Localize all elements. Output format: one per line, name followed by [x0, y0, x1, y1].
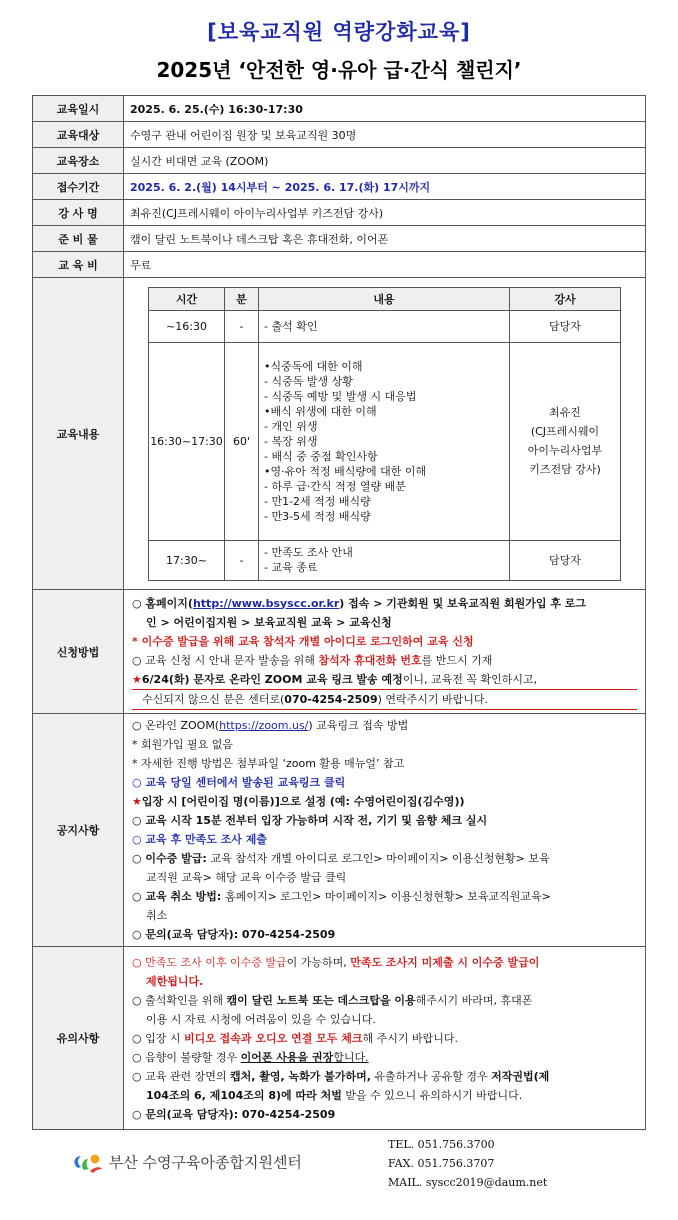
content-line: - 만1-2세 적정 배식량	[264, 494, 371, 508]
apply-line	[132, 690, 637, 710]
lecturer-line: 키즈전담 강사)	[529, 463, 601, 476]
homepage-link[interactable]: http://www.bsyscc.or.kr	[192, 596, 340, 610]
time-cell: 17:30~	[149, 540, 225, 580]
content-line: - 하루 급·간식 적정 열량 배분	[264, 479, 406, 493]
apply-text: 이니, 교육전 꼭 확인하시고,	[402, 672, 538, 686]
lecturer-line: 아이누리사업부	[527, 444, 603, 457]
min-cell: -	[225, 310, 259, 342]
lecturer-line: (CJ프레시웨이	[530, 425, 600, 438]
row-caution	[33, 947, 646, 1130]
apply-text: ) 연락주시기 바랍니다.	[377, 692, 489, 706]
apply-text: 수신되지 않으신 분은 센터로(	[142, 692, 285, 706]
caution-line: 제한됩니다.	[146, 974, 204, 988]
apply-text: 를 반드시 기재	[421, 653, 493, 667]
notice-text: ○ 교육 취소 방법:	[132, 890, 226, 903]
caution-text: 비디오 접속과 오디오 연결 모두 체크	[183, 1031, 363, 1045]
notice-text: ○ 온라인 ZOOM(	[132, 719, 220, 732]
caution-text: 104조의 6, 제104조의 8)에 따라 처벌	[146, 1088, 342, 1102]
row-apply	[33, 590, 646, 714]
apply-cell	[124, 590, 646, 714]
caution-text: 만족도 조사지 미제출 시 이수증 발급이	[350, 955, 540, 969]
lecturer-value: 최유진(CJ프레시웨이 아이누리사업부 키즈전담 강사)	[124, 200, 646, 226]
content-line: - 만족도 조사 안내	[264, 546, 353, 559]
lecturer-cell: 담당자	[510, 540, 621, 580]
apply-highlight: 참석자 휴대전화 번호	[318, 653, 422, 667]
caution-text: 캡처, 촬영, 녹화가 불가하며,	[229, 1069, 371, 1083]
content-line: - 배식 중 중점 확인사항	[264, 449, 378, 463]
apply-line	[132, 670, 637, 690]
notice-line: ○ 교육 후 만족도 조사 제출	[132, 833, 268, 846]
content-cell	[124, 278, 646, 590]
content-line: •식중독에 대한 이해	[264, 359, 363, 373]
row-place	[33, 148, 646, 174]
period-value: 2025. 6. 2.(월) 14시부터 ~ 2025. 6. 17.(화) 17시까지	[124, 174, 646, 200]
content-line: - 출석 확인	[264, 319, 318, 333]
caution-text: ○ 출석확인을 위해	[132, 993, 227, 1007]
content-line: - 만3-5세 적정 배식량	[264, 509, 371, 523]
notice-line: ○ 교육 시작 15분 전부터 입장 가능하며 시작 전, 기기 및 음향 체크 실시	[132, 814, 488, 827]
time-cell: 16:30~17:30	[149, 342, 225, 540]
apply-line: * 이수증 발급을 위해 교육 참석자 개별 아이디로 로그인하여 교육 신청	[132, 634, 474, 648]
caution-text: 합니다.	[333, 1050, 369, 1064]
caution-text: 유출하거나 공유할 경우	[370, 1069, 492, 1083]
lecturer-cell	[510, 342, 621, 540]
notice-text: ) 교육링크 접속 방법	[308, 719, 409, 732]
apply-phone: 070-4254-2509	[284, 692, 378, 706]
date-label: 교육일시	[33, 96, 124, 122]
prep-value: 캠이 달린 노트북이나 데스크탑 혹은 휴대전화, 이어폰	[124, 226, 646, 252]
notice-line: ○ 교육 당일 센터에서 발송된 교육링크 클릭	[132, 776, 346, 789]
org-name: 부산 수영구육아종합지원센터	[108, 1153, 302, 1172]
notice-line	[132, 887, 637, 906]
place-label: 교육장소	[33, 148, 124, 174]
row-notice	[33, 714, 646, 947]
header-min: 분	[225, 287, 259, 310]
notice-line: 교직원 교육> 해당 교육 이수증 발급 클릭	[146, 871, 347, 884]
notice-text: 홈페이지> 로그인> 마이페이지> 이용신청현황> 보육교직원교육>	[225, 890, 551, 903]
content-line: - 식중독 예방 및 발생 시 대응법	[264, 389, 417, 403]
content-cell	[259, 342, 510, 540]
caution-text: 캠이 달린 노트북 또는 데스크탑을 이용	[226, 993, 416, 1007]
caution-line	[132, 1086, 637, 1105]
lecturer-label: 강 사 명	[33, 200, 124, 226]
prep-label: 준 비 물	[33, 226, 124, 252]
content-line: - 복장 위생	[264, 434, 318, 448]
target-label: 교육대상	[33, 122, 124, 148]
caution-line	[132, 1029, 637, 1048]
apply-line	[132, 651, 637, 670]
apply-label: 신청방법	[33, 590, 124, 714]
caution-text: 해 주시기 바랍니다.	[362, 1031, 459, 1045]
document-title: [보육교직원 역량강화교육]	[207, 20, 471, 44]
caution-text: 해주시기 바라며, 휴대폰	[415, 993, 533, 1007]
row-target	[33, 122, 646, 148]
notice-line	[132, 849, 637, 868]
caution-line: ○ 문의(교육 담당자): 070-4254-2509	[132, 1107, 336, 1121]
time-cell: ~16:30	[149, 310, 225, 342]
content-line: - 교육 종료	[264, 561, 318, 574]
zoom-link[interactable]: https://zoom.us/	[219, 719, 309, 732]
contact-info	[388, 1135, 547, 1192]
star-icon: ★	[132, 795, 142, 808]
row-date	[33, 96, 646, 122]
fee-value: 무료	[124, 252, 646, 278]
header-content: 내용	[259, 287, 510, 310]
notice-line: ○ 문의(교육 담당자): 070-4254-2509	[132, 928, 336, 941]
document-subtitle: 2025년 ‘안전한 영·유아 급·간식 챌린지’	[156, 58, 522, 82]
apply-text: ○ 교육 신청 시 안내 문자 발송을 위해	[132, 653, 319, 667]
period-label: 접수기간	[33, 174, 124, 200]
content-line: •영·유아 적정 배식량에 대한 이해	[264, 464, 427, 478]
header-lecturer: 강사	[510, 287, 621, 310]
caution-line	[132, 953, 637, 972]
lecturer-line: 최유진	[549, 406, 581, 419]
caution-line	[132, 1048, 637, 1067]
caution-text: 받을 수 있으니 유의하시기 바랍니다.	[341, 1088, 523, 1102]
contact-mail[interactable]: MAIL. syscc2019@daum.net	[388, 1176, 548, 1189]
min-cell: -	[225, 540, 259, 580]
header-time: 시간	[149, 287, 225, 310]
notice-label: 공지사항	[33, 714, 124, 947]
org-logo	[70, 1150, 302, 1176]
content-line: - 식중독 발생 상황	[264, 374, 353, 388]
content-cell	[259, 540, 510, 580]
row-period	[33, 174, 646, 200]
date-value: 2025. 6. 25.(수) 16:30-17:30	[124, 96, 646, 122]
min-cell: 60'	[225, 342, 259, 540]
caution-line: 이용 시 자료 시청에 어려움이 있을 수 있습니다.	[146, 1012, 376, 1026]
caution-text: 이 가능하며,	[286, 955, 351, 969]
caution-text: 이어폰 사용을 권장	[240, 1050, 334, 1064]
row-prep	[33, 226, 646, 252]
notice-line	[132, 792, 637, 811]
content-line: - 개인 위생	[264, 419, 318, 433]
row-fee	[33, 252, 646, 278]
caution-cell	[124, 947, 646, 1130]
content-cell	[259, 310, 510, 342]
apply-line: 인 > 어린이집지원 > 보육교직원 교육 > 교육신청	[146, 615, 392, 629]
caution-line	[132, 1067, 637, 1086]
schedule-table	[148, 287, 621, 581]
row-content	[33, 278, 646, 590]
caution-text: 저작권법(제	[491, 1069, 550, 1083]
notice-text: ○ 이수증 발급:	[132, 852, 211, 865]
row-lecturer	[33, 200, 646, 226]
apply-highlight: 6/24(화) 문자로 온라인 ZOOM 교육 링크 발송 예정	[141, 672, 403, 686]
place-value: 실시간 비대면 교육 (ZOOM)	[124, 148, 646, 174]
apply-text: ○ 홈페이지(	[132, 596, 193, 610]
caution-text: ○ 입장 시	[132, 1031, 184, 1045]
apply-text: ) 접속 > 기관회원 및 보육교직원 회원가입 후 로그	[339, 596, 587, 610]
notice-text: 교육 참석자 개별 아이디로 로그인> 마이페이지> 이용신청현황> 보육	[210, 852, 550, 865]
lecturer-cell: 담당자	[510, 310, 621, 342]
caution-text: ○ 교육 관련 장면의	[132, 1069, 230, 1083]
caution-line	[132, 991, 637, 1010]
center-logo-icon	[70, 1150, 104, 1176]
caution-label: 유의사항	[33, 947, 124, 1130]
notice-line	[132, 716, 637, 735]
content-line: •배식 위생에 대한 이해	[264, 404, 377, 418]
caution-text: ○ 만족도 조사 이후 이수증 발급	[132, 955, 287, 969]
apply-line	[132, 594, 637, 613]
caution-text: ○ 음향이 불량할 경우	[132, 1050, 241, 1064]
notice-cell	[124, 714, 646, 947]
fee-label: 교 육 비	[33, 252, 124, 278]
schedule-row	[149, 342, 621, 540]
notice-line: * 회원가입 필요 없음	[132, 738, 233, 751]
schedule-row	[149, 310, 621, 342]
notice-line: 취소	[146, 909, 168, 922]
notice-line: * 자세한 진행 방법은 첨부파일 ‘zoom 활용 매뉴얼’ 참고	[132, 757, 405, 770]
star-icon: ★	[132, 672, 142, 686]
info-table	[32, 95, 646, 1130]
notice-text: 입장 시 [어린이집 명(이름)]으로 설정 (예: 수영어린이집(김수영))	[141, 795, 465, 808]
content-label: 교육내용	[33, 278, 124, 590]
schedule-header	[149, 287, 621, 310]
schedule-row	[149, 540, 621, 580]
target-value: 수영구 관내 어린이집 원장 및 보육교직원 30명	[124, 122, 646, 148]
contact-tel: TEL. 051.756.3700	[388, 1138, 495, 1151]
contact-fax: FAX. 051.756.3707	[388, 1157, 495, 1170]
